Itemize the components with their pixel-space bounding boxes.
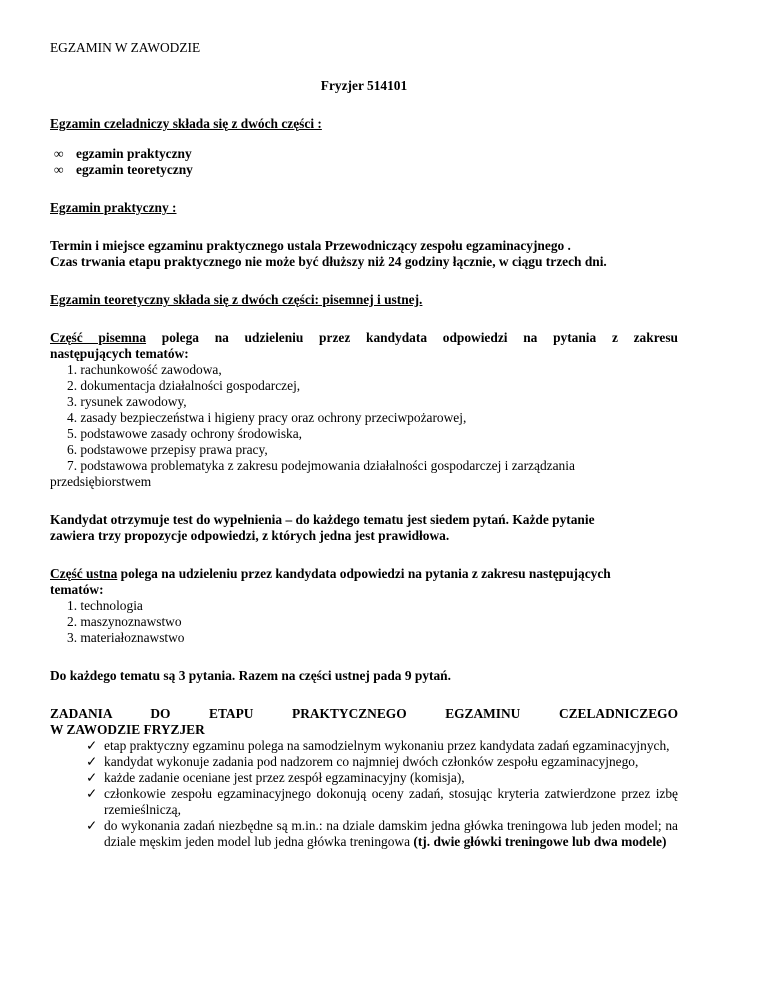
exam-parts-list	[50, 146, 678, 178]
checkmark-icon: ✓	[86, 786, 98, 801]
list-item: 2. dokumentacja działalności gospodarczej,	[67, 378, 301, 393]
oral-intro-cont: tematów:	[50, 582, 104, 597]
checkmark-icon: ✓	[86, 770, 98, 785]
tasks-heading-line-1: ZADANIA DO ETAPU PRAKTYCZNEGO EGZAMINU CZELADNICZEGO	[50, 706, 678, 721]
list-item	[50, 146, 678, 162]
written-intro-cont: następujących tematów:	[50, 346, 189, 361]
list-item	[86, 754, 678, 770]
written-topics-list	[50, 362, 678, 474]
list-item: 3. rysunek zawodowy,	[67, 394, 187, 409]
test-info-line-1: Kandydat otrzymuje test do wypełnienia – do każdego tematu jest siedem pytań. Każde pytanie	[50, 512, 595, 527]
list-item: 1. rachunkowość zawodowa,	[67, 362, 222, 377]
list-item: 3. materiałoznawstwo	[67, 630, 185, 645]
written-intro	[50, 330, 678, 346]
list-item: 2. maszynoznawstwo	[67, 614, 182, 629]
list-item: 1. technologia	[67, 598, 143, 613]
list-item	[86, 770, 678, 786]
oral-label: Część ustna	[50, 566, 118, 581]
list-item-text-main: do wykonania zadań niezbędne są m.in.: na dziale damskim jedna główka treningowa lub jeden model; na dziale męskim jeden model lub jedna główka treningowa	[104, 818, 678, 849]
list-item-text-bold: (tj. dwie główki treningowe lub dwa modele)	[413, 834, 667, 849]
oral-topics-list	[50, 598, 678, 646]
checkmark-icon: ✓	[86, 818, 98, 833]
oral-summary: Do każdego tematu są 3 pytania. Razem na części ustnej pada 9 pytań.	[50, 668, 451, 683]
list-item-text: członkowie zespołu egzaminacyjnego dokonują oceny zadań, stosując kryteria zatwierdzone przez izbę rzemieślniczą,	[104, 786, 678, 817]
list-item: 4. zasady bezpieczeństwa i higieny pracy oraz ochrony przeciwpożarowej,	[67, 410, 467, 425]
doc-title: EGZAMIN W ZAWODZIE	[50, 40, 201, 55]
intro-heading: Egzamin czeladniczy składa się z dwóch części :	[50, 116, 322, 131]
test-info-line-2: zawiera trzy propozycje odpowiedzi, z których jedna jest prawidłowa.	[50, 528, 450, 543]
theory-heading: Egzamin teoretyczny składa się z dwóch części: pisemnej i ustnej.	[50, 292, 423, 307]
written-label: Część pisemna	[50, 330, 147, 345]
infinity-bullet-icon: ∞	[54, 162, 64, 177]
written-item-7-cont: przedsiębiorstwem	[50, 474, 152, 489]
checkmark-icon: ✓	[86, 754, 98, 769]
doc-subtitle: Fryzjer 514101	[320, 78, 408, 93]
tasks-heading-line-2: W ZAWODZIE FRYZJER	[50, 722, 205, 737]
list-item: 7. podstawowa problematyka z zakresu podejmowania działalności gospodarczej i zarządzania	[67, 458, 575, 473]
written-intro-text: polega na udzieleniu przez kandydata odpowiedzi na pytania z zakresu	[146, 330, 678, 345]
list-item-label: egzamin praktyczny	[76, 146, 192, 161]
list-item	[50, 162, 678, 178]
list-item-text: kandydat wykonuje zadania pod nadzorem co najmniej dwóch członków zespołu egzaminacyjnego,	[104, 754, 639, 769]
list-item-text: etap praktyczny egzaminu polega na samodzielnym wykonaniu przez kandydata zadań egzaminacyjnych,	[104, 738, 670, 753]
practical-heading: Egzamin praktyczny :	[50, 200, 177, 215]
list-item	[86, 818, 678, 850]
list-item-text: każde zadanie oceniane jest przez zespół egzaminacyjny (komisja),	[104, 770, 465, 785]
infinity-bullet-icon: ∞	[54, 146, 64, 161]
practical-line-1: Termin i miejsce egzaminu praktycznego ustala Przewodniczący zespołu egzaminacyjnego .	[50, 238, 571, 253]
practical-line-2: Czas trwania etapu praktycznego nie może być dłuższy niż 24 godziny łącznie, w ciągu trzech dni.	[50, 254, 607, 269]
list-item: 6. podstawowe przepisy prawa pracy,	[67, 442, 268, 457]
list-item-text	[104, 818, 678, 850]
oral-intro-text: polega na udzieleniu przez kandydata odpowiedzi na pytania z zakresu następujących	[117, 566, 611, 581]
list-item: 5. podstawowe zasady ochrony środowiska,	[67, 426, 303, 441]
tasks-list	[50, 738, 678, 850]
list-item-label: egzamin teoretyczny	[76, 162, 193, 177]
checkmark-icon: ✓	[86, 738, 98, 753]
list-item	[86, 738, 678, 754]
oral-intro	[50, 566, 678, 582]
list-item	[86, 786, 678, 818]
